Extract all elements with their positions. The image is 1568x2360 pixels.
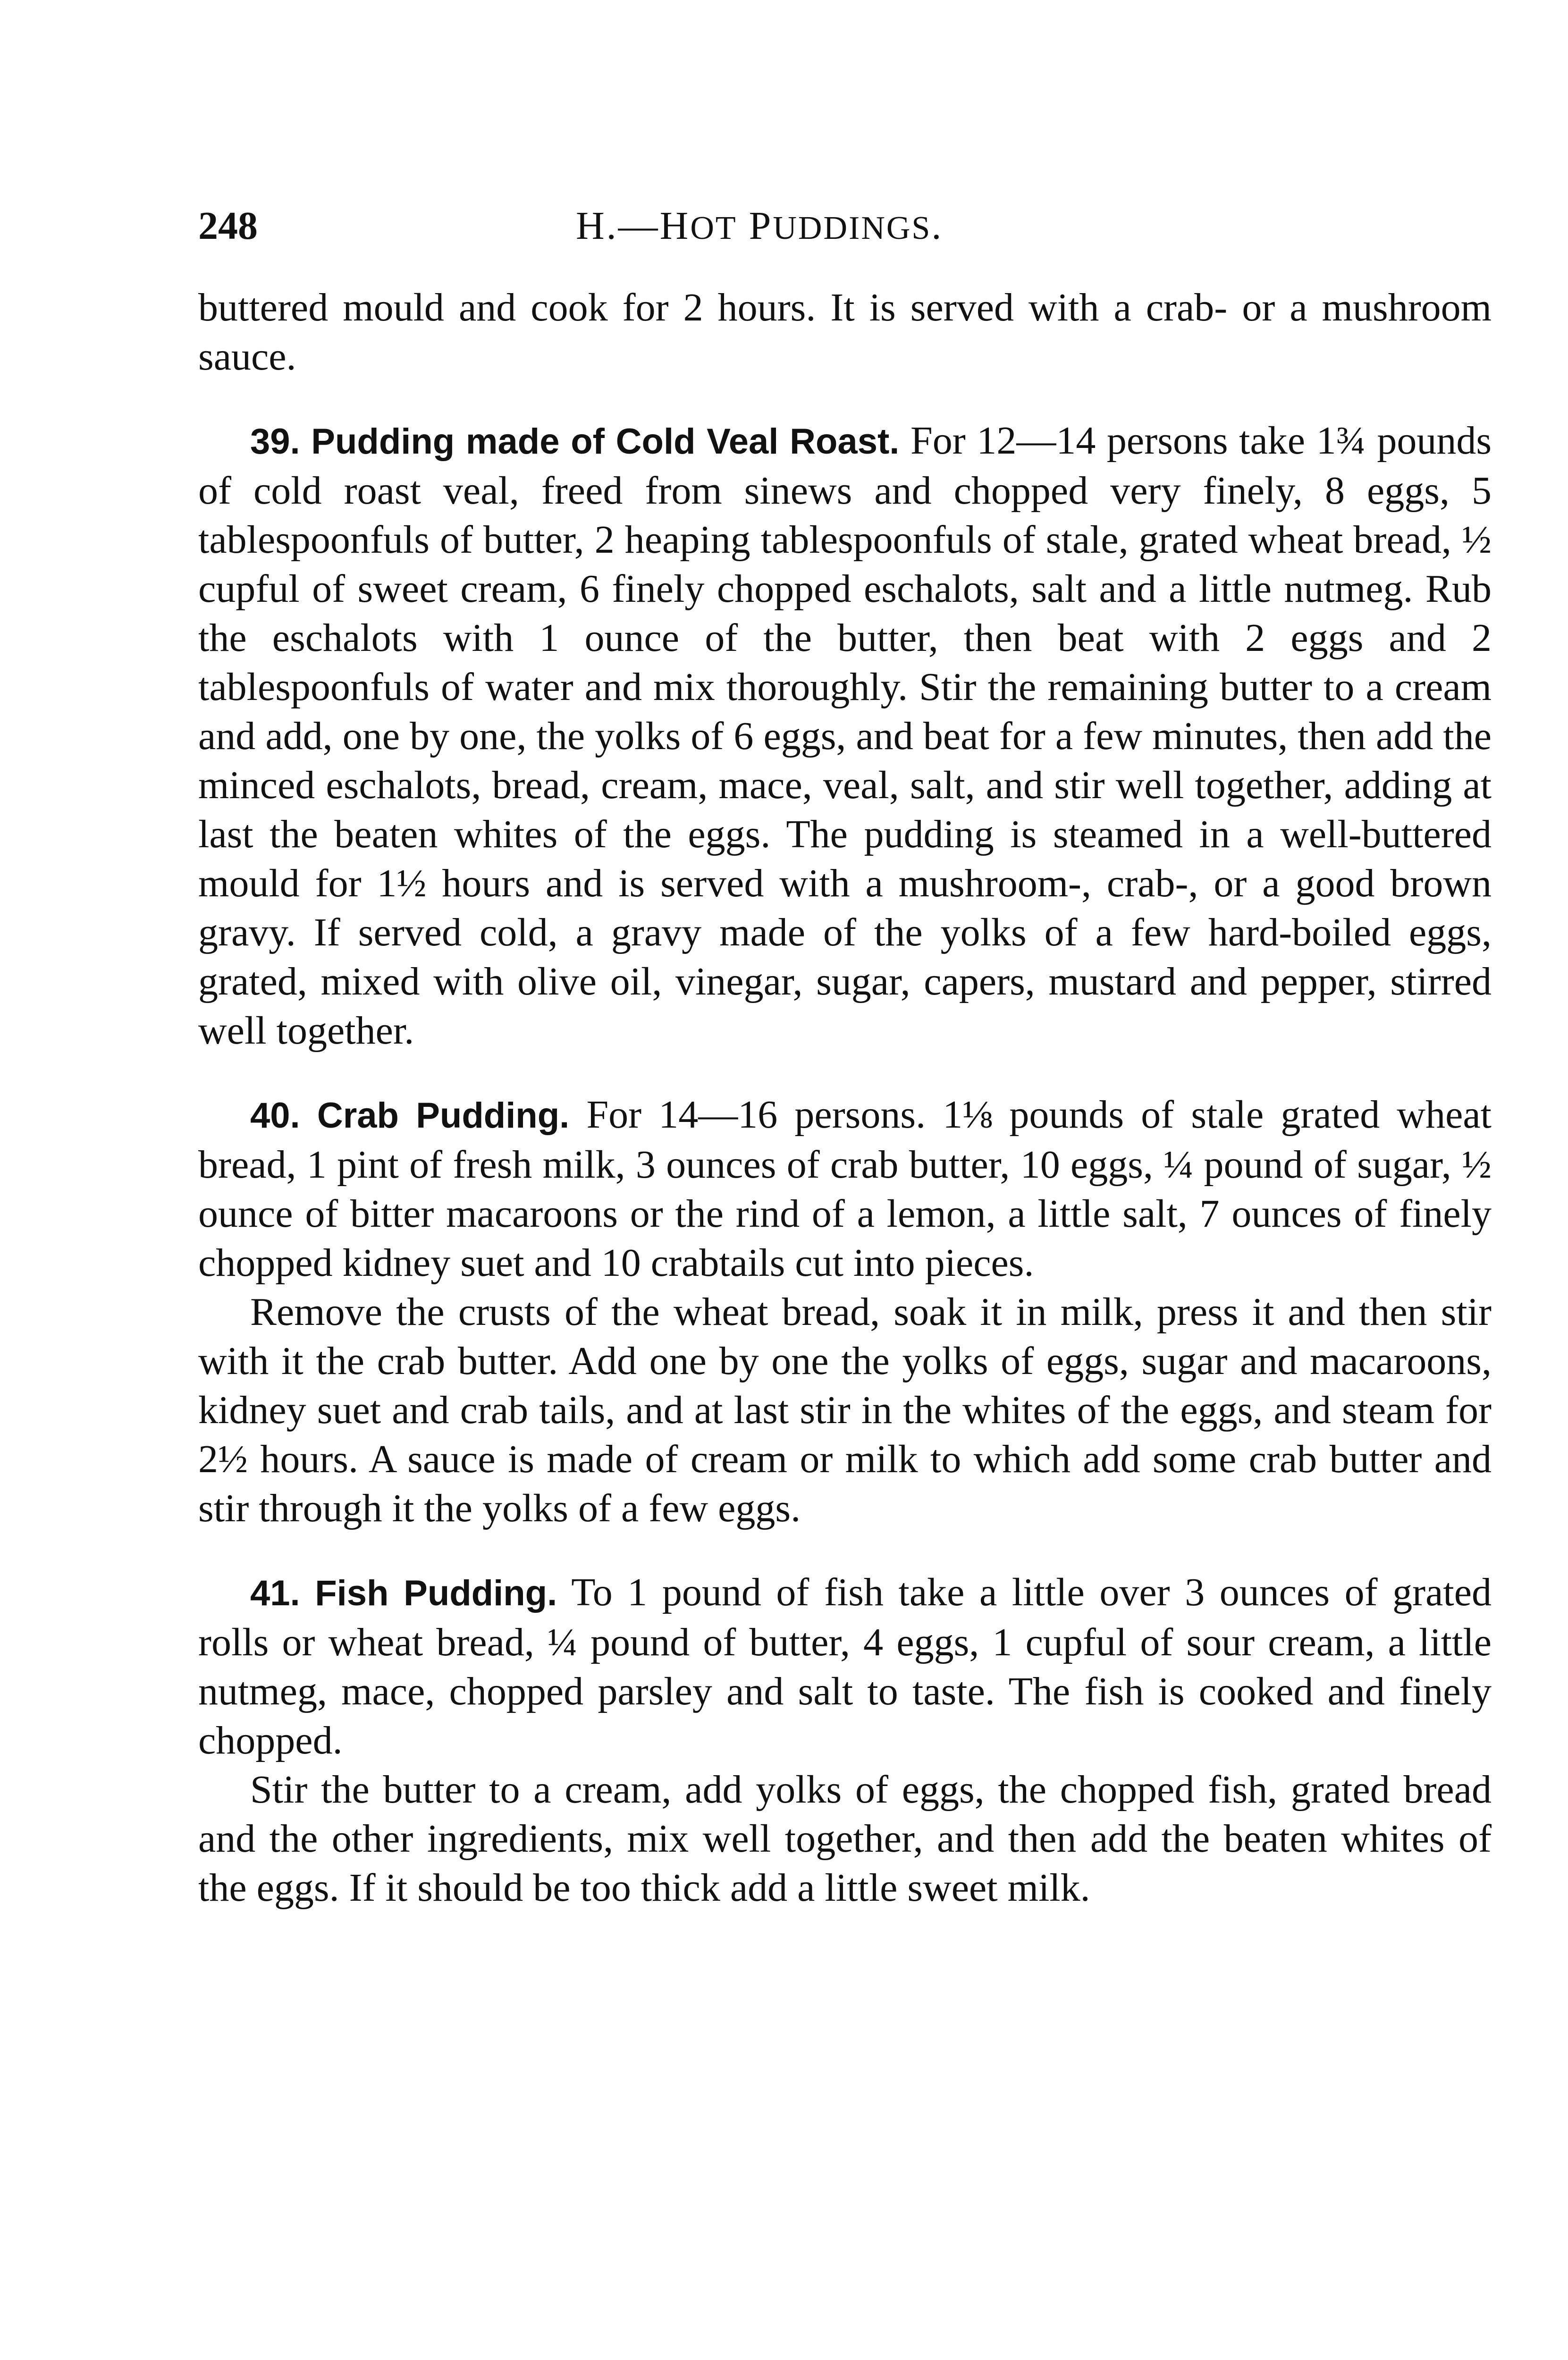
recipe-39 <box>198 416 1492 1055</box>
running-title-end: . <box>931 204 944 248</box>
recipe-41-method: Stir the butter to a cream, add yolks of eggs, the chopped fish, grated bread and the other ingredients, mix well together, and then add the beaten whites of the eggs. If it should be too thick add a little sweet milk. <box>198 1768 1492 1910</box>
running-title-small-caps-2: UDDINGS <box>773 210 932 246</box>
recipe-text: For 12—14 persons take 1¾ pounds of cold roast veal, freed from sinews and chopped very finely, 8 eggs, 5 tablespoonfuls of butter, 2 heaping tablespoonfuls of stale, grated wheat bread, ½ cupful of sweet cream, 6 finely chopped eschalots, salt and a little nutmeg. Rub the eschalots with 1 ounce of the butter, then beat with 2 eggs and 2 tablespoonfuls of water and mix thoroughly. Stir the remaining butter to a cream and add, one by one, the yolks of 6 eggs, and beat for a few minutes, then add the minced eschalots, bread, cream, mace, veal, salt, and stir well together, adding at last the beaten whites of the eggs. The pudding is steamed in a well-buttered mould for 1½ hours and is served with a mushroom-, crab-, or a good brown gravy. If served cold, a gravy made of the yolks of a few hard-boiled eggs, grated, mixed with olive oil, vinegar, sugar, capers, mustard and pepper, stirred well together. <box>198 419 1492 1053</box>
recipe-text: To 1 pound of fish take a little over 3 ounces of grated rolls or wheat bread, ¼ pound of butter, 4 eggs, 1 cupful of sour cream, a little nutmeg, mace, chopped parsley and salt to taste. The fish is cooked and finely chopped. <box>198 1570 1492 1762</box>
recipe-number: 39. <box>250 421 300 462</box>
recipe-title: Pudding made of Cold Veal Roast. <box>311 421 900 462</box>
recipe-number: 41. <box>250 1573 300 1613</box>
recipe-40-method: Remove the crusts of the wheat bread, soak it in milk, press it and then stir with it the crab butter. Add one by one the yolks of eggs, sugar and macaroons, kidney suet and crab tails, and at last stir in the whites of the eggs, and steam for 2½ hours. A sauce is made of cream or milk to which add some crab butter and stir through it the yolks of a few eggs. <box>198 1290 1492 1530</box>
recipe-text: For 14—16 persons. 1⅛ pounds of stale grated wheat bread, 1 pint of fresh milk, 3 ounces of crab butter, 10 eggs, ¼ pound of sugar, ½ ounce of bitter macaroons or the rind of a lemon, a little salt, 7 ounces of finely chopped kidney suet and 10 crabtails cut into pieces. <box>198 1093 1492 1285</box>
running-title-small-caps-1: OT <box>690 210 737 246</box>
page-header <box>198 203 1369 264</box>
page-number: 248 <box>198 204 258 248</box>
recipe-title: Crab Pudding. <box>317 1096 570 1136</box>
recipe-41 <box>198 1568 1492 1765</box>
page-body <box>198 283 1492 1913</box>
running-title <box>576 203 943 249</box>
running-title-space: P <box>737 204 773 248</box>
recipe-title: Fish Pudding. <box>315 1573 557 1613</box>
continuation-paragraph: buttered mould and cook for 2 hours. It is served with a crab- or a mushroom sauce. <box>198 286 1492 379</box>
recipe-40 <box>198 1090 1492 1288</box>
running-title-prefix: H.—H <box>576 204 691 248</box>
recipe-number: 40. <box>250 1096 300 1136</box>
